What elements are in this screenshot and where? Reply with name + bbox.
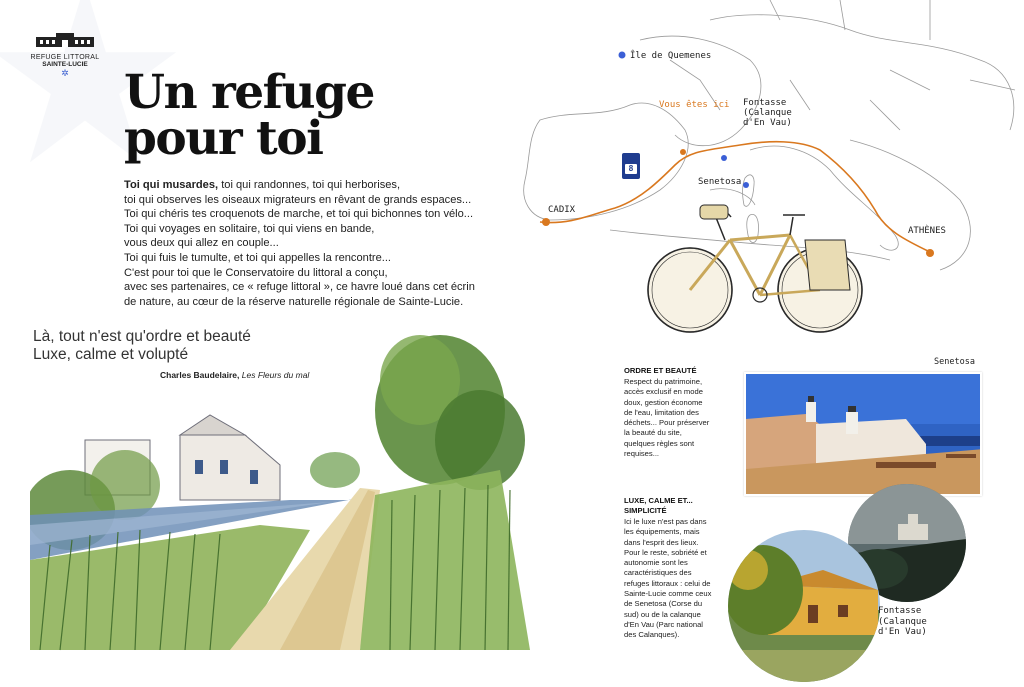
intro-line: vous deux qui allez en couple...: [124, 237, 279, 250]
ordre-line: de l'eau, limitation des: [624, 407, 699, 417]
luxe-line: Sainte-Lucie comme ceux: [624, 589, 712, 599]
intro-lead: Toi qui musardes,: [124, 179, 219, 191]
senetosa-photo: [744, 372, 982, 496]
fontasse-caption-line3: d'En Vau): [878, 627, 927, 637]
refuge-logo: [30, 33, 100, 78]
luxe-heading: [624, 496, 693, 516]
intro-line: Toi qui chéris tes croquenots de marche, et toi qui bichonnes ton vélo...: [124, 208, 474, 221]
luxe-heading-line2: SIMPLICITÉ: [624, 506, 667, 515]
logo-star-icon: ✲: [61, 68, 69, 78]
page-title: [124, 65, 374, 166]
intro-line: de nature, au cœur de la réserve naturelle régionale de Sainte-Lucie.: [124, 295, 464, 308]
title-line2: pour toi: [124, 111, 323, 166]
map-label-here: Vous êtes ici: [659, 100, 730, 110]
luxe-line: d'En Vau (Parc national: [624, 619, 703, 629]
logo-text-line2: SAINTE-LUCIE: [42, 61, 88, 68]
canal-landscape-illustration: [30, 320, 590, 670]
luxe-line: de Senetosa (Corse du: [624, 599, 703, 609]
luxe-line: les équipements, mais: [624, 527, 700, 537]
ordre-line: la beauté du site,: [624, 428, 682, 438]
luxe-line: sud) ou de la calanque: [624, 609, 701, 619]
map-label-quemenes: Île de Quemenes: [630, 51, 712, 61]
map-label-senetosa: Senetosa: [698, 177, 742, 187]
quote-line1: Là, tout n'est qu'ordre et beauté: [33, 328, 251, 345]
fontasse-house-photo: [728, 530, 880, 682]
luxe-line: des Calanques).: [624, 630, 680, 640]
logo-text-line1: REFUGE LITTORAL: [30, 54, 100, 61]
quote-attribution: [160, 370, 309, 380]
senetosa-caption: Senetosa: [934, 357, 975, 367]
map-label-fontasse-3: d'En Vau): [743, 118, 792, 128]
map-label-fontasse-2: (Calanque: [743, 108, 792, 118]
intro-paragraph: [124, 178, 524, 309]
ordre-line: quelques règles sont: [624, 438, 695, 448]
baudelaire-quote: [33, 328, 363, 380]
luxe-line: autonomie sont les: [624, 558, 688, 568]
luxe-heading-line1: LUXE, CALME ET...: [624, 496, 693, 505]
intro-line: Toi qui voyages en solitaire, toi qui viens en bande,: [124, 222, 375, 235]
fontasse-caption-line2: (Calanque: [878, 616, 927, 627]
intro-line: avec ses partenaires, ce « refuge littoral », ce havre loué dans cet écrin: [124, 281, 475, 294]
fontasse-caption-line1: Fontasse: [878, 606, 922, 616]
ordre-line: doux, gestion économe: [624, 397, 703, 407]
luxe-line: dans l'esprit des lieux.: [624, 537, 699, 547]
intro-line: C'est pour toi que le Conservatoire du littoral a conçu,: [124, 266, 388, 279]
title-line1: Un refuge: [124, 65, 374, 120]
map-label-fontasse: Fontasse: [743, 98, 787, 108]
house-logo-icon: [36, 33, 94, 47]
ordre-line: accès exclusif en mode: [624, 387, 703, 397]
luxe-line: refuges littoraux : celui de: [624, 578, 711, 588]
eurovelo-route-badge: [622, 153, 640, 179]
ordre-line: déchets... Pour préserver: [624, 418, 710, 428]
quote-work: Les Fleurs du mal: [241, 370, 310, 380]
route-number: 8: [625, 164, 637, 174]
map-label-athenes: ATHÈNES: [908, 226, 946, 236]
fontasse-caption: [878, 606, 927, 638]
luxe-line: Ici le luxe n'est pas dans: [624, 517, 707, 526]
senetosa-photo-image: [746, 374, 982, 496]
quote-line2: Luxe, calme et volupté: [33, 346, 189, 363]
luxe-line: caractéristiques des: [624, 568, 692, 578]
bicycle-icon: [645, 195, 870, 345]
ordre-heading: ORDRE ET BEAUTÉ: [624, 366, 697, 375]
ordre-text: [624, 377, 734, 459]
luxe-text: [624, 517, 734, 641]
luxe-line: Pour le reste, sobriété et: [624, 547, 707, 557]
intro-line-1: [124, 178, 524, 193]
ordre-line: Respect du patrimoine,: [624, 377, 703, 386]
ordre-line: requises...: [624, 449, 660, 459]
intro-line: toi qui observes les oiseaux migrateurs en rêvant de grands espaces...: [124, 193, 472, 206]
intro-line: Toi qui fuis le tumulte, et toi qui appelles la rencontre...: [124, 251, 392, 264]
fontasse-house-image: [728, 530, 880, 682]
map-label-cadix: CADIX: [548, 205, 576, 215]
intro-line1-rest: toi qui randonnes, toi qui herborises,: [218, 179, 401, 191]
quote-author: Charles Baudelaire,: [160, 370, 240, 380]
